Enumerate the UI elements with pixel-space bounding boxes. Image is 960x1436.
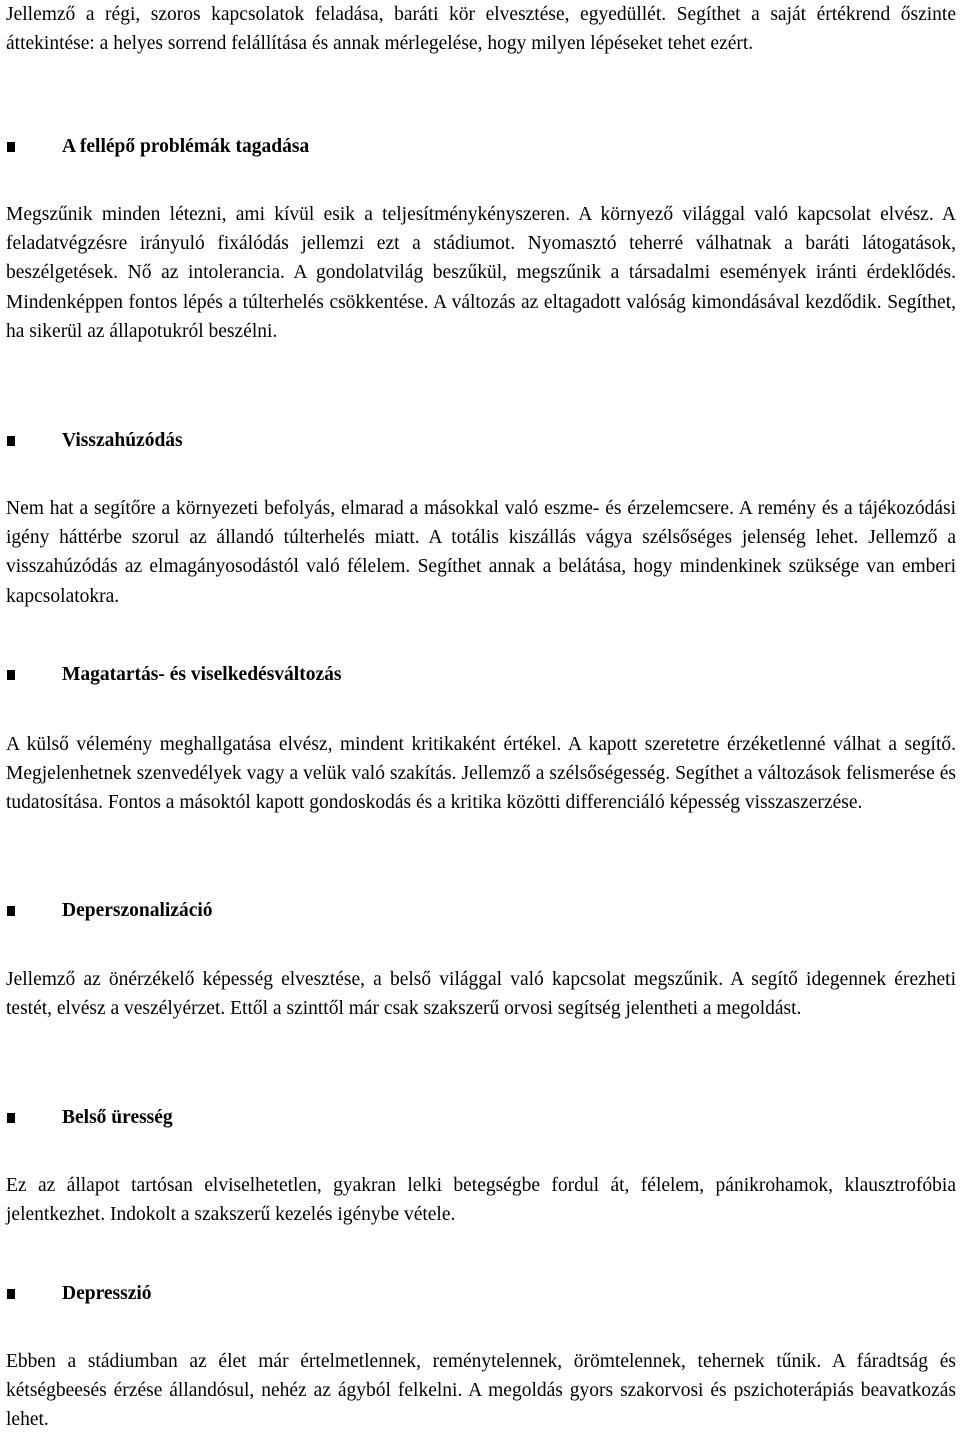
section-paragraph: Nem hat a segítőre a környezeti befolyás, elmarad a másokkal való eszme- és érzelemcsere. A remény és a tájékozódási igény háttérbe szorul az állandó túlterhelés miatt. A totális kiszállás vágya szélsőséges jelenség lehet. Jellemző a visszahúzódás az elmagányosodástól való félelem. Segíthet annak a belátása, hogy mindenkinek szüksége van emberi kapcsolatokra. — [6, 498, 956, 607]
section-withdrawal — [6, 426, 956, 455]
section-heading — [6, 896, 956, 925]
section-heading — [6, 132, 956, 161]
section-behavior-change — [6, 660, 956, 689]
square-bullet-icon — [7, 436, 15, 446]
section-inner-emptiness — [6, 1103, 956, 1132]
section-title: Visszahúzódás — [62, 430, 183, 451]
square-bullet-icon — [7, 906, 15, 916]
square-bullet-icon — [7, 142, 15, 152]
section-paragraph: Ebben a stádiumban az élet már értelmetlennek, reménytelennek, örömtelennek, tehernek tűnik. A fáradtság és kétségbeesés érzése állandósul, nehéz az ágyból felkelni. A megoldás gyors szakorvosi és pszichoterápiás beavatkozás lehet. — [6, 1351, 956, 1431]
section-heading — [6, 660, 956, 689]
section-denial — [6, 132, 956, 161]
section-title: A fellépő problémák tagadása — [62, 136, 310, 157]
section-paragraph: Ez az állapot tartósan elviselhetetlen, gyakran lelki betegségbe fordul át, félelem, pánikrohamok, klausztrofóbia jelentkezhet. Indokolt a szakszerű kezelés igénybe vétele. — [6, 1175, 956, 1226]
square-bullet-icon — [7, 670, 15, 680]
section-title: Belső üresség — [62, 1107, 173, 1128]
section-depersonalization — [6, 896, 956, 925]
section-title: Depresszió — [62, 1283, 152, 1304]
section-heading — [6, 1103, 956, 1132]
section-title: Magatartás- és viselkedésváltozás — [62, 664, 342, 685]
section-heading — [6, 1279, 956, 1308]
section-paragraph: Megszűnik minden létezni, ami kívül esik a teljesítménykényszeren. A környező világgal való kapcsolat elvész. A feladatvégzésre irányuló fixálódás jellemzi ezt a stádiumot. Nyomasztó teherré válhatnak a baráti látogatások, beszélgetések. Nő az intolerancia. A gondolatvilág beszűkül, megszűnik a társadalmi események iránti érdeklődés. Mindenképpen fontos lépés a túlterhelés csökkentése. A változás az eltagadott valóság kimondásával kezdődik. Segíthet, ha sikerül az állapotukról beszélni. — [6, 204, 956, 342]
square-bullet-icon — [7, 1289, 15, 1299]
intro-paragraph: Jellemző a régi, szoros kapcsolatok feladása, baráti kör elvesztése, egyedüllét. Segíthet a saját értékrend őszinte áttekintése: a helyes sorrend felállítása és annak mérlegelése, hogy milyen lépéseket tehet ezért. — [6, 4, 956, 55]
section-heading — [6, 426, 956, 455]
section-title: Deperszonalizáció — [62, 900, 213, 921]
section-paragraph: A külső vélemény meghallgatása elvész, mindent kritikaként értékel. A kapott szeretetre érzéketlenné válhat a segítő. Megjelenhetnek szenvedélyek vagy a velük való szakítás. Jellemző a szélsőségesség. Segíthet a változások felismerése és tudatosítása. Fontos a másoktól kapott gondoskodás és a kritika közötti differenciáló képesség visszaszerzése. — [6, 734, 956, 814]
square-bullet-icon — [7, 1113, 15, 1123]
section-paragraph: Jellemző az önérzékelő képesség elvesztése, a belső világgal való kapcsolat megszűnik. A segítő idegennek érezheti testét, elvész a veszélyérzet. Ettől a szinttől már csak szakszerű orvosi segítség jelentheti a megoldást. — [6, 969, 956, 1020]
section-depression — [6, 1279, 956, 1308]
